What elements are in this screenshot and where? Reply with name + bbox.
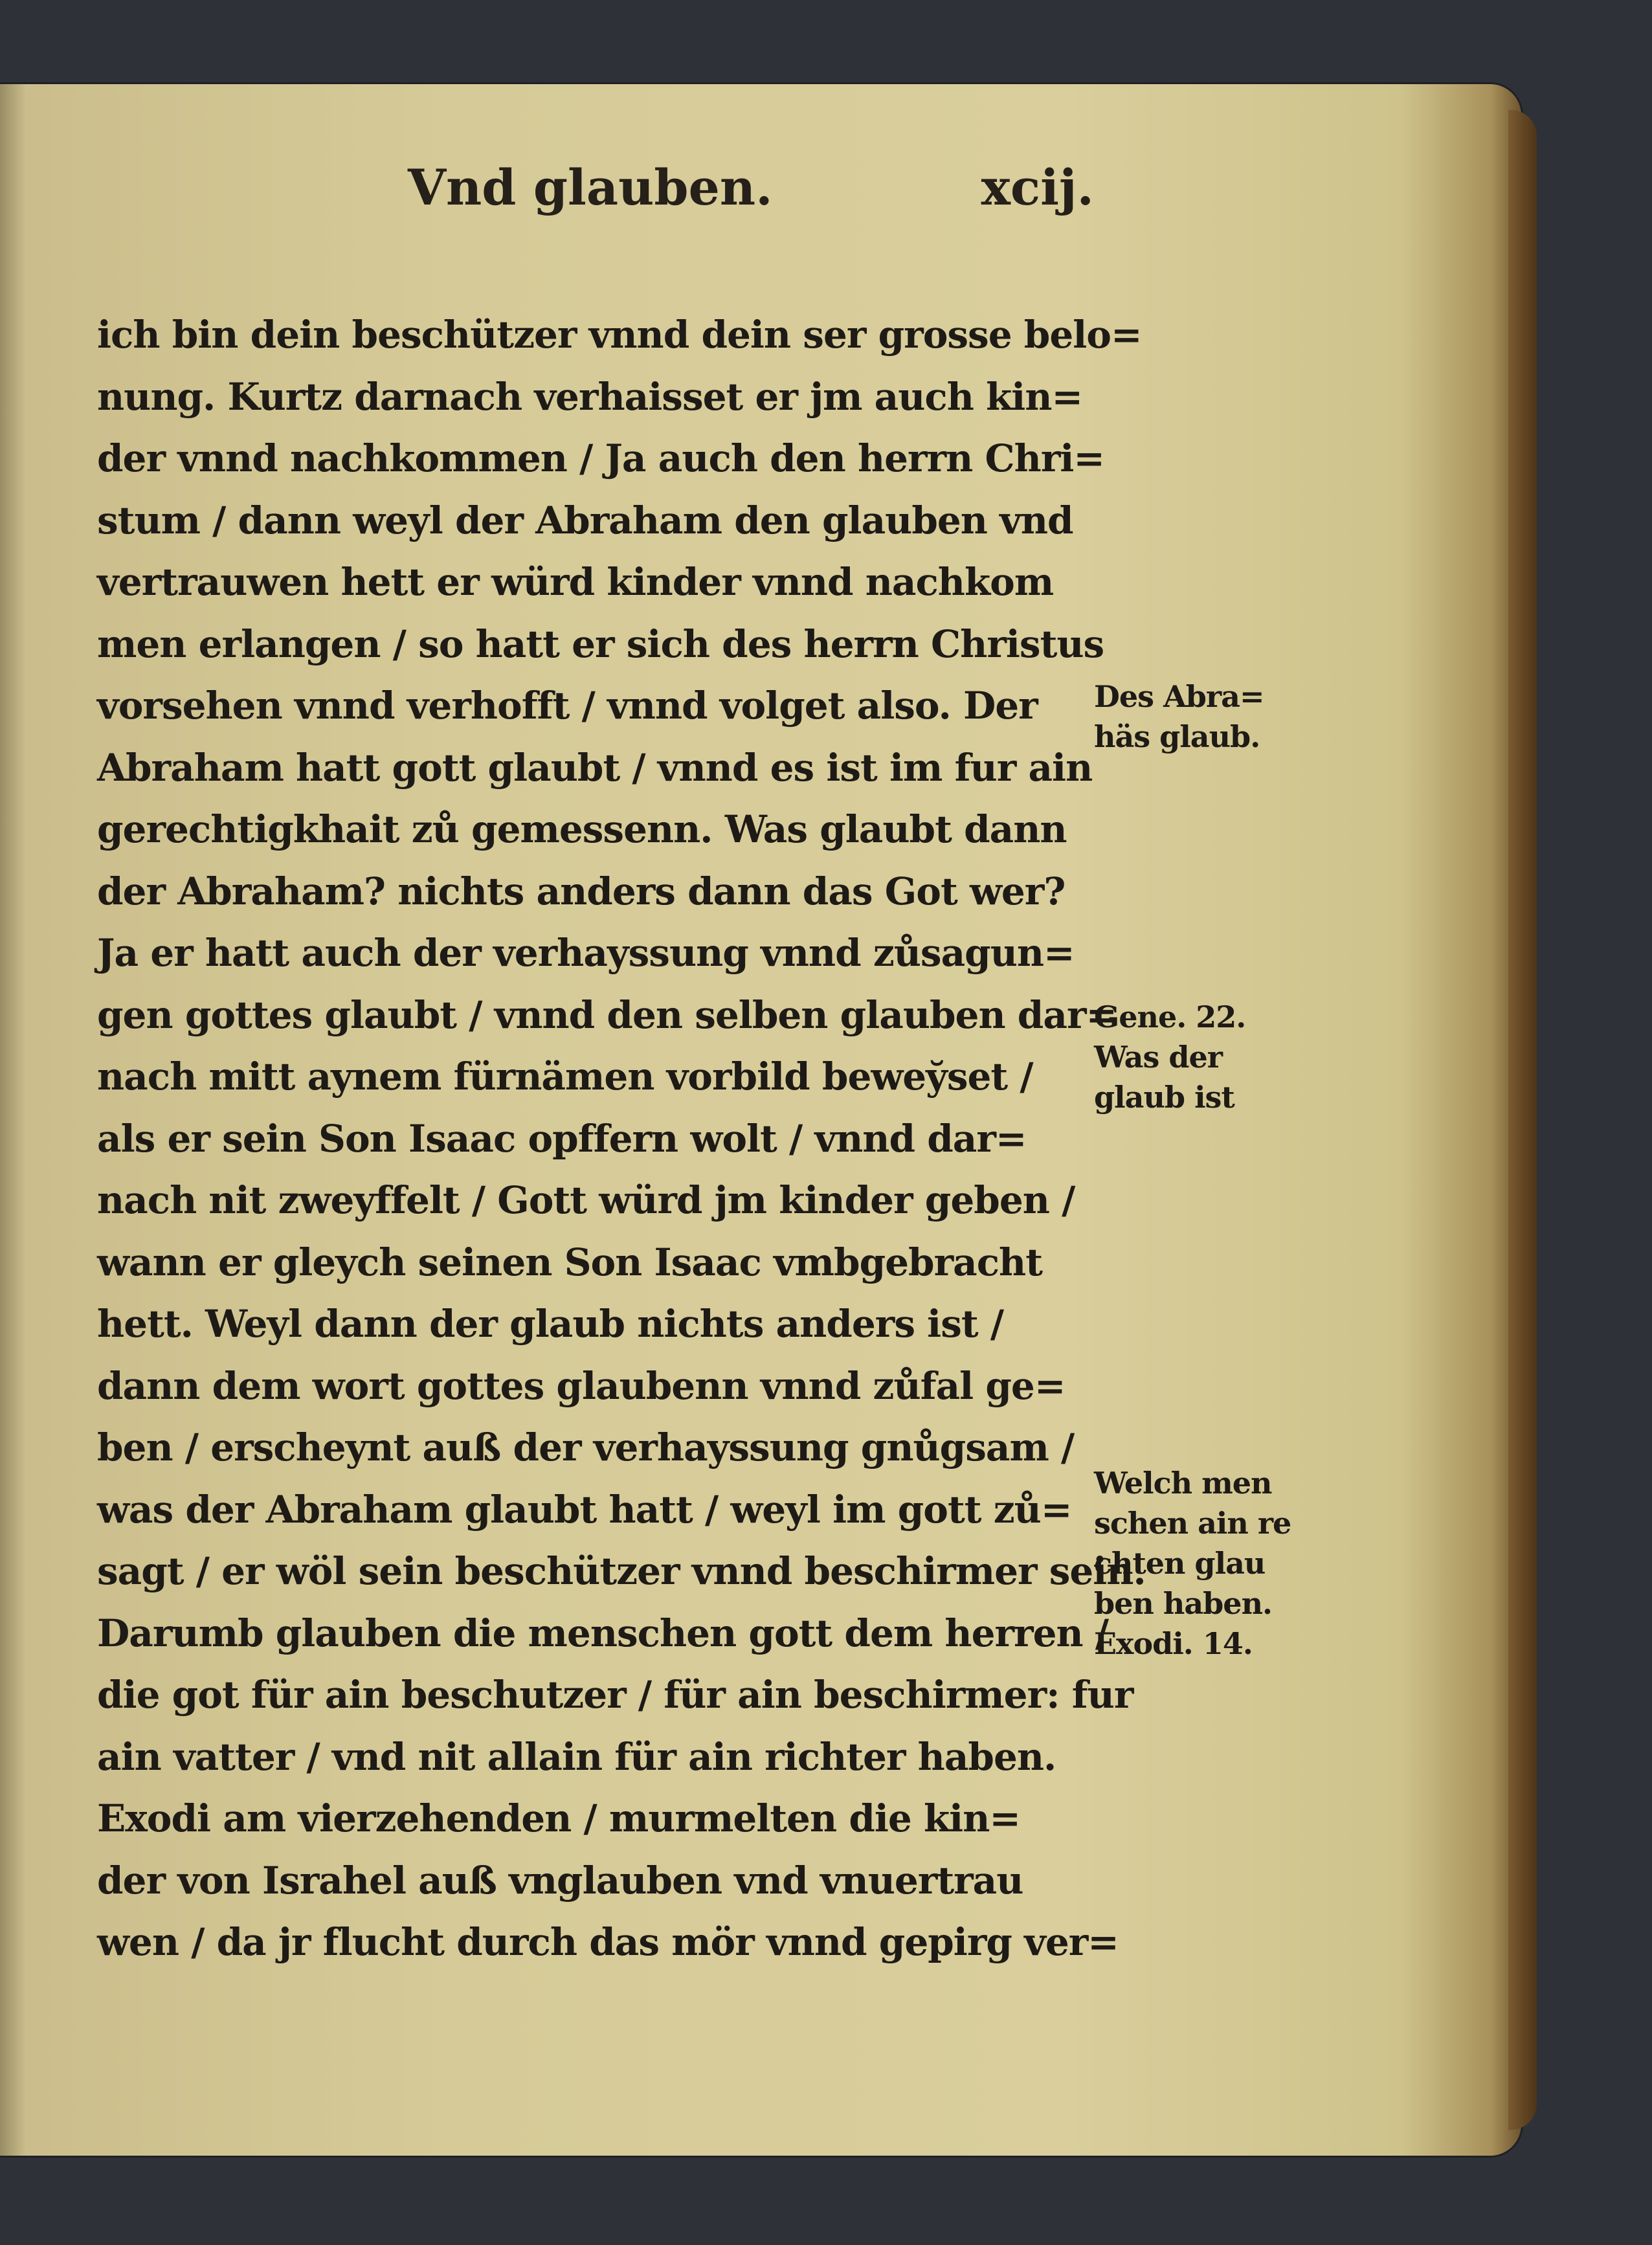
text-line: der von Israhel auß vnglauben vnd vnuertrau [97, 1858, 1023, 1903]
text-line: gen gottes glaubt / vnnd den selben glauben dar= [97, 992, 1117, 1037]
text-line: die got für ain beschutzer / für ain beschirmer: fur [97, 1673, 1133, 1717]
text-line: nach nit zweyffelt / Gott würd jm kinder geben / [97, 1178, 1075, 1222]
text-line: nung. Kurtz darnach verhaisset er jm auch kin= [97, 374, 1083, 419]
text-line: ben / erscheynt auß der verhayssung gnůgsam / [97, 1425, 1075, 1469]
margin-note-line: chten glau [1094, 1546, 1266, 1581]
main-text-block [97, 304, 1146, 1974]
margin-note-line: Gene. 22. [1094, 1000, 1246, 1034]
margin-note-line: schen ain re [1094, 1506, 1291, 1541]
text-line: was der Abraham glaubt hatt / weyl im gott zů= [97, 1487, 1072, 1532]
page-edge [1508, 110, 1537, 2130]
margin-note [1094, 676, 1282, 757]
text-line: nach mitt aynem fürnämen vorbild bewey̆set / [97, 1055, 1033, 1099]
text-line: wann er gleych seinen Son Isaac vmbgebracht [97, 1240, 1043, 1284]
text-line: wen / da jr flucht durch das mör vnnd gepirg ver= [97, 1920, 1119, 1964]
text-line: Exodi am vierzehenden / murmelten die kin= [97, 1796, 1020, 1840]
margin-note [1094, 1463, 1291, 1664]
margin-note-line: häs glaub. [1094, 719, 1260, 754]
text-line: Ja er hatt auch der verhayssung vnnd zůsagun= [97, 931, 1075, 975]
margin-note [1094, 997, 1282, 1117]
text-line: Darumb glauben die menschen gott dem herren / [97, 1611, 1109, 1655]
text-line: vorsehen vnnd verhofft / vnnd volget also. Der [97, 684, 1038, 728]
margin-note-line: Welch men [1094, 1466, 1272, 1501]
text-line: men erlangen / so hatt er sich des herrn Christus [97, 621, 1104, 666]
margin-note-line: glaub ist [1094, 1080, 1234, 1115]
running-header [363, 149, 1094, 227]
text-line: sagt / er wöl sein beschützer vnnd beschirmer sein. [97, 1549, 1146, 1593]
margin-note-line: Exodi. 14. [1094, 1626, 1253, 1661]
text-line: als er sein Son Isaac opffern wolt / vnnd dar= [97, 1116, 1027, 1161]
margin-note-line: ben haben. [1094, 1586, 1273, 1621]
folio-number: xcij. [981, 159, 1094, 216]
running-title: Vnd glauben. [408, 159, 773, 216]
text-line: hett. Weyl dann der glaub nichts anders ist / [97, 1302, 1004, 1346]
text-line: dann dem wort gottes glaubenn vnnd zůfal ge= [97, 1363, 1066, 1408]
text-line: der Abraham? nichts anders dann das Got wer? [97, 869, 1066, 913]
margin-note-line: Des Abra= [1094, 679, 1264, 714]
text-line: ich bin dein beschützer vnnd dein ser grosse belo= [97, 313, 1142, 357]
text-line: der vnnd nachkommen / Ja auch den herrn Chri= [97, 436, 1105, 480]
text-line: ain vatter / vnd nit allain für ain richter haben. [97, 1734, 1056, 1779]
gutter-shadow [0, 84, 26, 2156]
text-line: vertrauwen hett er würd kinder vnnd nachkom [97, 560, 1054, 604]
margin-note-line: Was der [1094, 1040, 1223, 1075]
text-line: Abraham hatt gott glaubt / vnnd es ist im fur ain [97, 745, 1093, 790]
text-line: stum / dann weyl der Abraham den glauben vnd [97, 498, 1073, 542]
text-line: gerechtigkhait zů gemessenn. Was glaubt dann [97, 807, 1067, 851]
